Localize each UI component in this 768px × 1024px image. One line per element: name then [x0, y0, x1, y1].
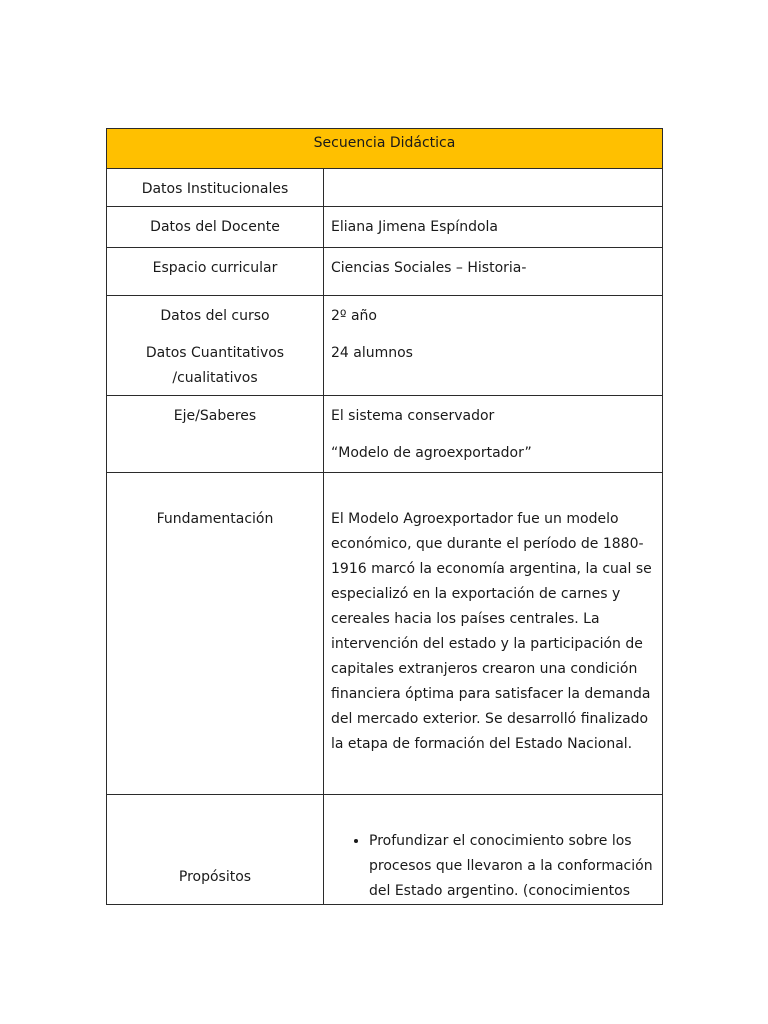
- row-value-group: [324, 396, 663, 473]
- fundamentacion-text: El Modelo Agroexportador fue un modelo económico, que durante el período de 1880-1916 marcó la economía argentina, la cual se especializó en la exportación de carnes y cereales hacia los países centrales. La intervención del estado y la participación de capitales extranjeros crearon una condición financiera óptima para satisfacer la demanda del mercado exterior. Se desarrolló finalizado la etapa de formación del Estado Nacional.: [331, 511, 652, 752]
- row-label: Espacio curricular: [107, 248, 324, 296]
- row-value: Ciencias Sociales – Historia-: [324, 248, 663, 296]
- row-label: Datos Cuantitativos /cualitativos: [145, 345, 285, 386]
- row-value: [324, 795, 663, 905]
- row-value: 24 alumnos: [331, 345, 413, 361]
- row-value-group: [324, 296, 663, 396]
- table-row: [107, 473, 663, 795]
- table-row: [107, 169, 663, 207]
- table-row: [107, 129, 663, 169]
- row-value: 2º año: [331, 308, 377, 324]
- row-label: Datos Institucionales: [107, 169, 324, 207]
- row-label-group: [107, 296, 324, 396]
- row-label: Eje/Saberes: [107, 396, 324, 473]
- table-row: [107, 296, 663, 396]
- row-label: Propósitos: [107, 795, 324, 905]
- table-title: Secuencia Didáctica: [107, 129, 663, 169]
- table-row: [107, 795, 663, 905]
- secuencia-table: [106, 128, 663, 905]
- table-row: [107, 396, 663, 473]
- row-value: [324, 169, 663, 207]
- propositos-list: [324, 829, 656, 904]
- row-value: “Modelo de agroexportador”: [331, 445, 532, 461]
- row-label: Datos del curso: [160, 308, 270, 324]
- row-value: [324, 473, 663, 795]
- table-row: [107, 207, 663, 248]
- table-row: [107, 248, 663, 296]
- row-value: El sistema conservador: [331, 408, 495, 424]
- row-label: Fundamentación: [107, 473, 324, 795]
- row-label: Datos del Docente: [107, 207, 324, 248]
- list-item: • Profundizar el conocimiento sobre los procesos que llevaron a la conformación del Estado argentino. (conocimientos: [369, 829, 656, 904]
- row-value: Eliana Jimena Espíndola: [324, 207, 663, 248]
